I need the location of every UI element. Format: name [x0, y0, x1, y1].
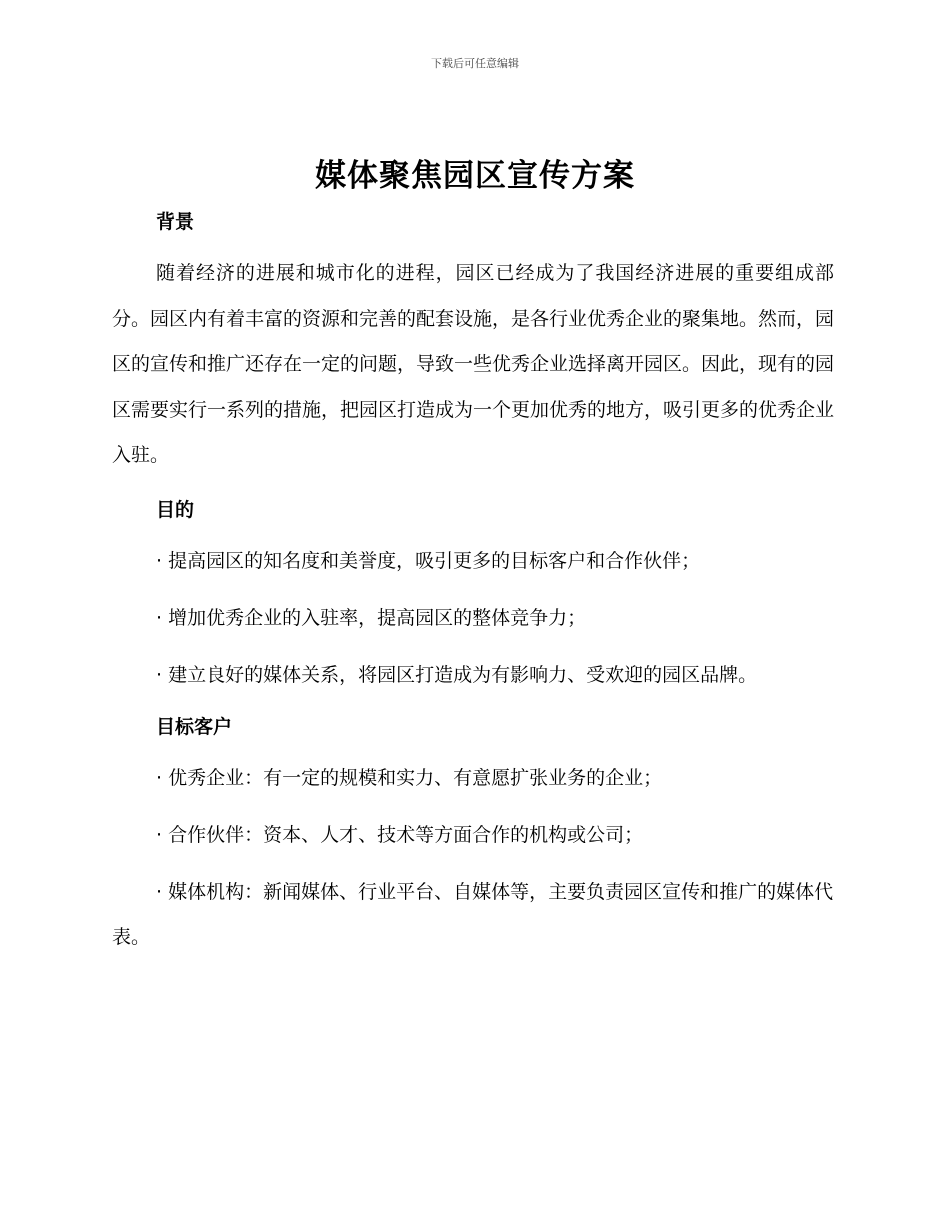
purpose-item: · 提高园区的知名度和美誉度，吸引更多的目标客户和合作伙伴；	[156, 549, 701, 572]
purpose-item: · 增加优秀企业的入驻率，提高园区的整体竞争力；	[156, 606, 587, 629]
background-paragraph: 随着经济的进展和城市化的进程，园区已经成为了我国经济进展的重要组成部分。园区内有着丰富的资源和完善的配套设施，是各行业优秀企业的聚集地。然而，园区的宣传和推广还存在一定的问题，导致一些优秀企业选择离开园区。因此，现有的园区需要实行一系列的措施，把园区打造成为一个更加优秀的地方，吸引更多的优秀企业入驻。	[112, 262, 835, 466]
section-heading-background: 背景	[156, 211, 195, 233]
section-heading-purpose: 目的	[156, 498, 195, 521]
target-customer-item: · 优秀企业：有一定的规模和实力、有意愿扩张业务的企业；	[156, 766, 663, 789]
target-customer-item: · 媒体机构：新闻媒体、行业平台、自媒体等，主要负责园区宣传和推广的媒体代表。	[112, 880, 834, 948]
section-heading-target-customers: 目标客户	[156, 715, 233, 738]
document-title: 媒体聚焦园区宣传方案	[315, 158, 635, 194]
target-customer-item: · 合作伙伴：资本、人才、技术等方面合作的机构或公司；	[156, 823, 644, 846]
purpose-item: · 建立良好的媒体关系，将园区打造成为有影响力、受欢迎的园区品牌。	[156, 663, 758, 686]
header-note: 下载后可任意编辑	[431, 57, 519, 70]
document-body	[112, 205, 834, 972]
